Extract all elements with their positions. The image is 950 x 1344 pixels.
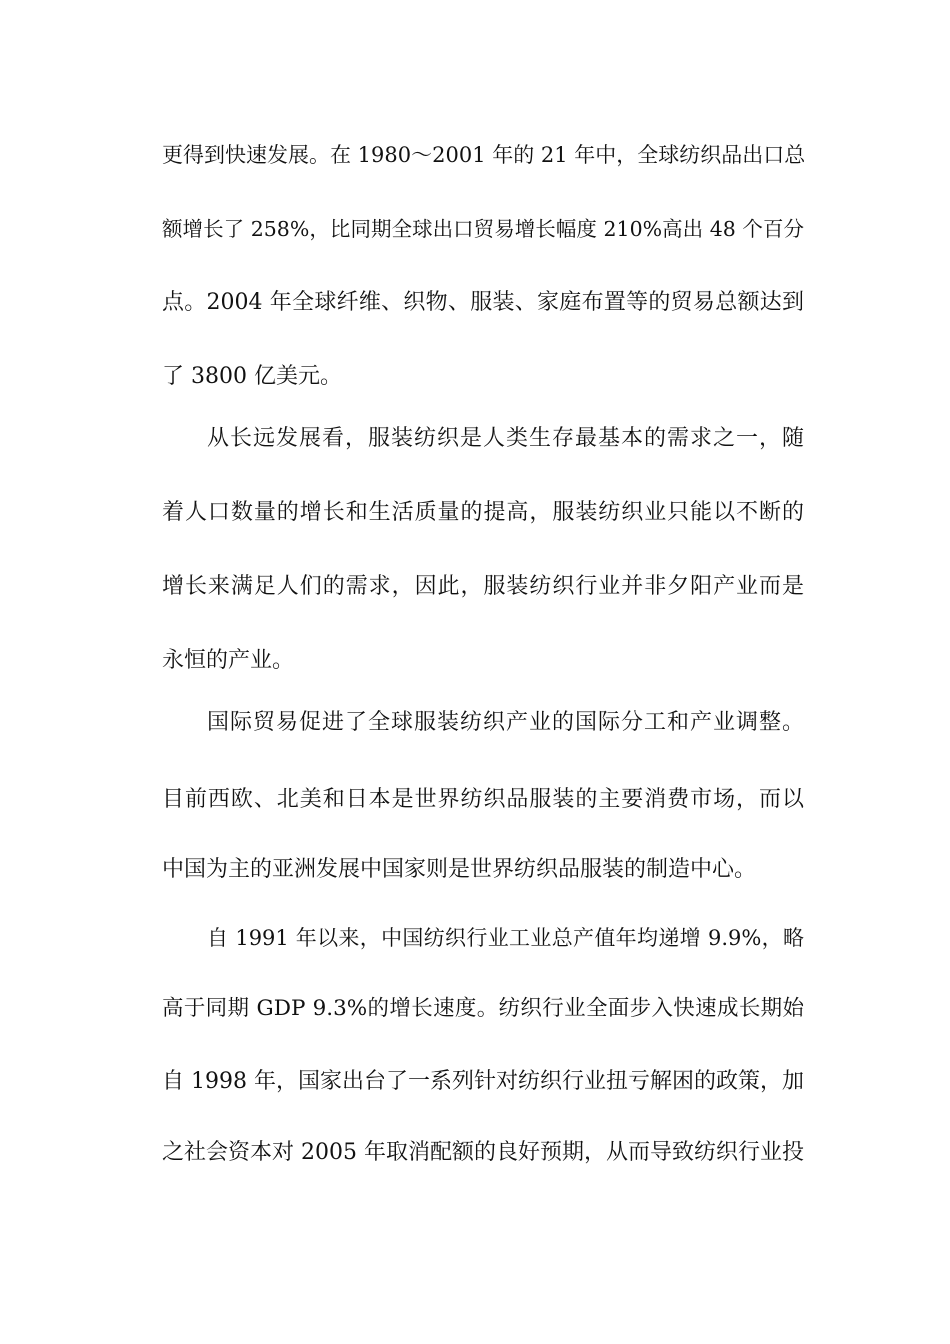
paragraph-3-line-2: 目前西欧、北美和日本是世界纺织品服装的主要消费市场，而以 — [162, 787, 804, 812]
paragraph-1-line-1: 更得到快速发展。在 1980～2001 年的 21 年中，全球纺织品出口总 — [162, 143, 806, 167]
paragraph-1-line-4: 了 3800 亿美元。 — [162, 364, 342, 389]
paragraph-2-line-4: 永恒的产业。 — [162, 648, 295, 673]
paragraph-2-line-2: 着人口数量的增长和生活质量的提高，服装纺织业只能以不断的 — [162, 500, 804, 525]
paragraph-4-line-3: 自 1998 年，国家出台了一系列针对纺织行业扭亏解困的政策，加 — [162, 1069, 804, 1094]
paragraph-4-line-4: 之社会资本对 2005 年取消配额的良好预期，从而导致纺织行业投 — [162, 1140, 804, 1165]
paragraph-1-line-2: 额增长了 258%，比同期全球出口贸易增长幅度 210%高出 48 个百分 — [162, 217, 804, 241]
paragraph-4-line-2: 高于同期 GDP 9.3%的增长速度。纺织行业全面步入快速成长期始 — [162, 996, 804, 1021]
paragraph-1-line-3: 点。2004 年全球纤维、织物、服装、家庭布置等的贸易总额达到 — [162, 290, 804, 315]
paragraph-2-line-3: 增长来满足人们的需求，因此，服装纺织行业并非夕阳产业而是 — [162, 574, 804, 599]
paragraph-3-line-1: 国际贸易促进了全球服装纺织产业的国际分工和产业调整。 — [207, 710, 804, 735]
paragraph-2-line-1: 从长远发展看，服装纺织是人类生存最基本的需求之一，随 — [207, 426, 804, 451]
paragraph-4-line-1: 自 1991 年以来，中国纺织行业工业总产值年均递增 9.9%，略 — [207, 926, 804, 950]
paragraph-3-line-3: 中国为主的亚洲发展中国家则是世界纺织品服装的制造中心。 — [162, 857, 757, 882]
